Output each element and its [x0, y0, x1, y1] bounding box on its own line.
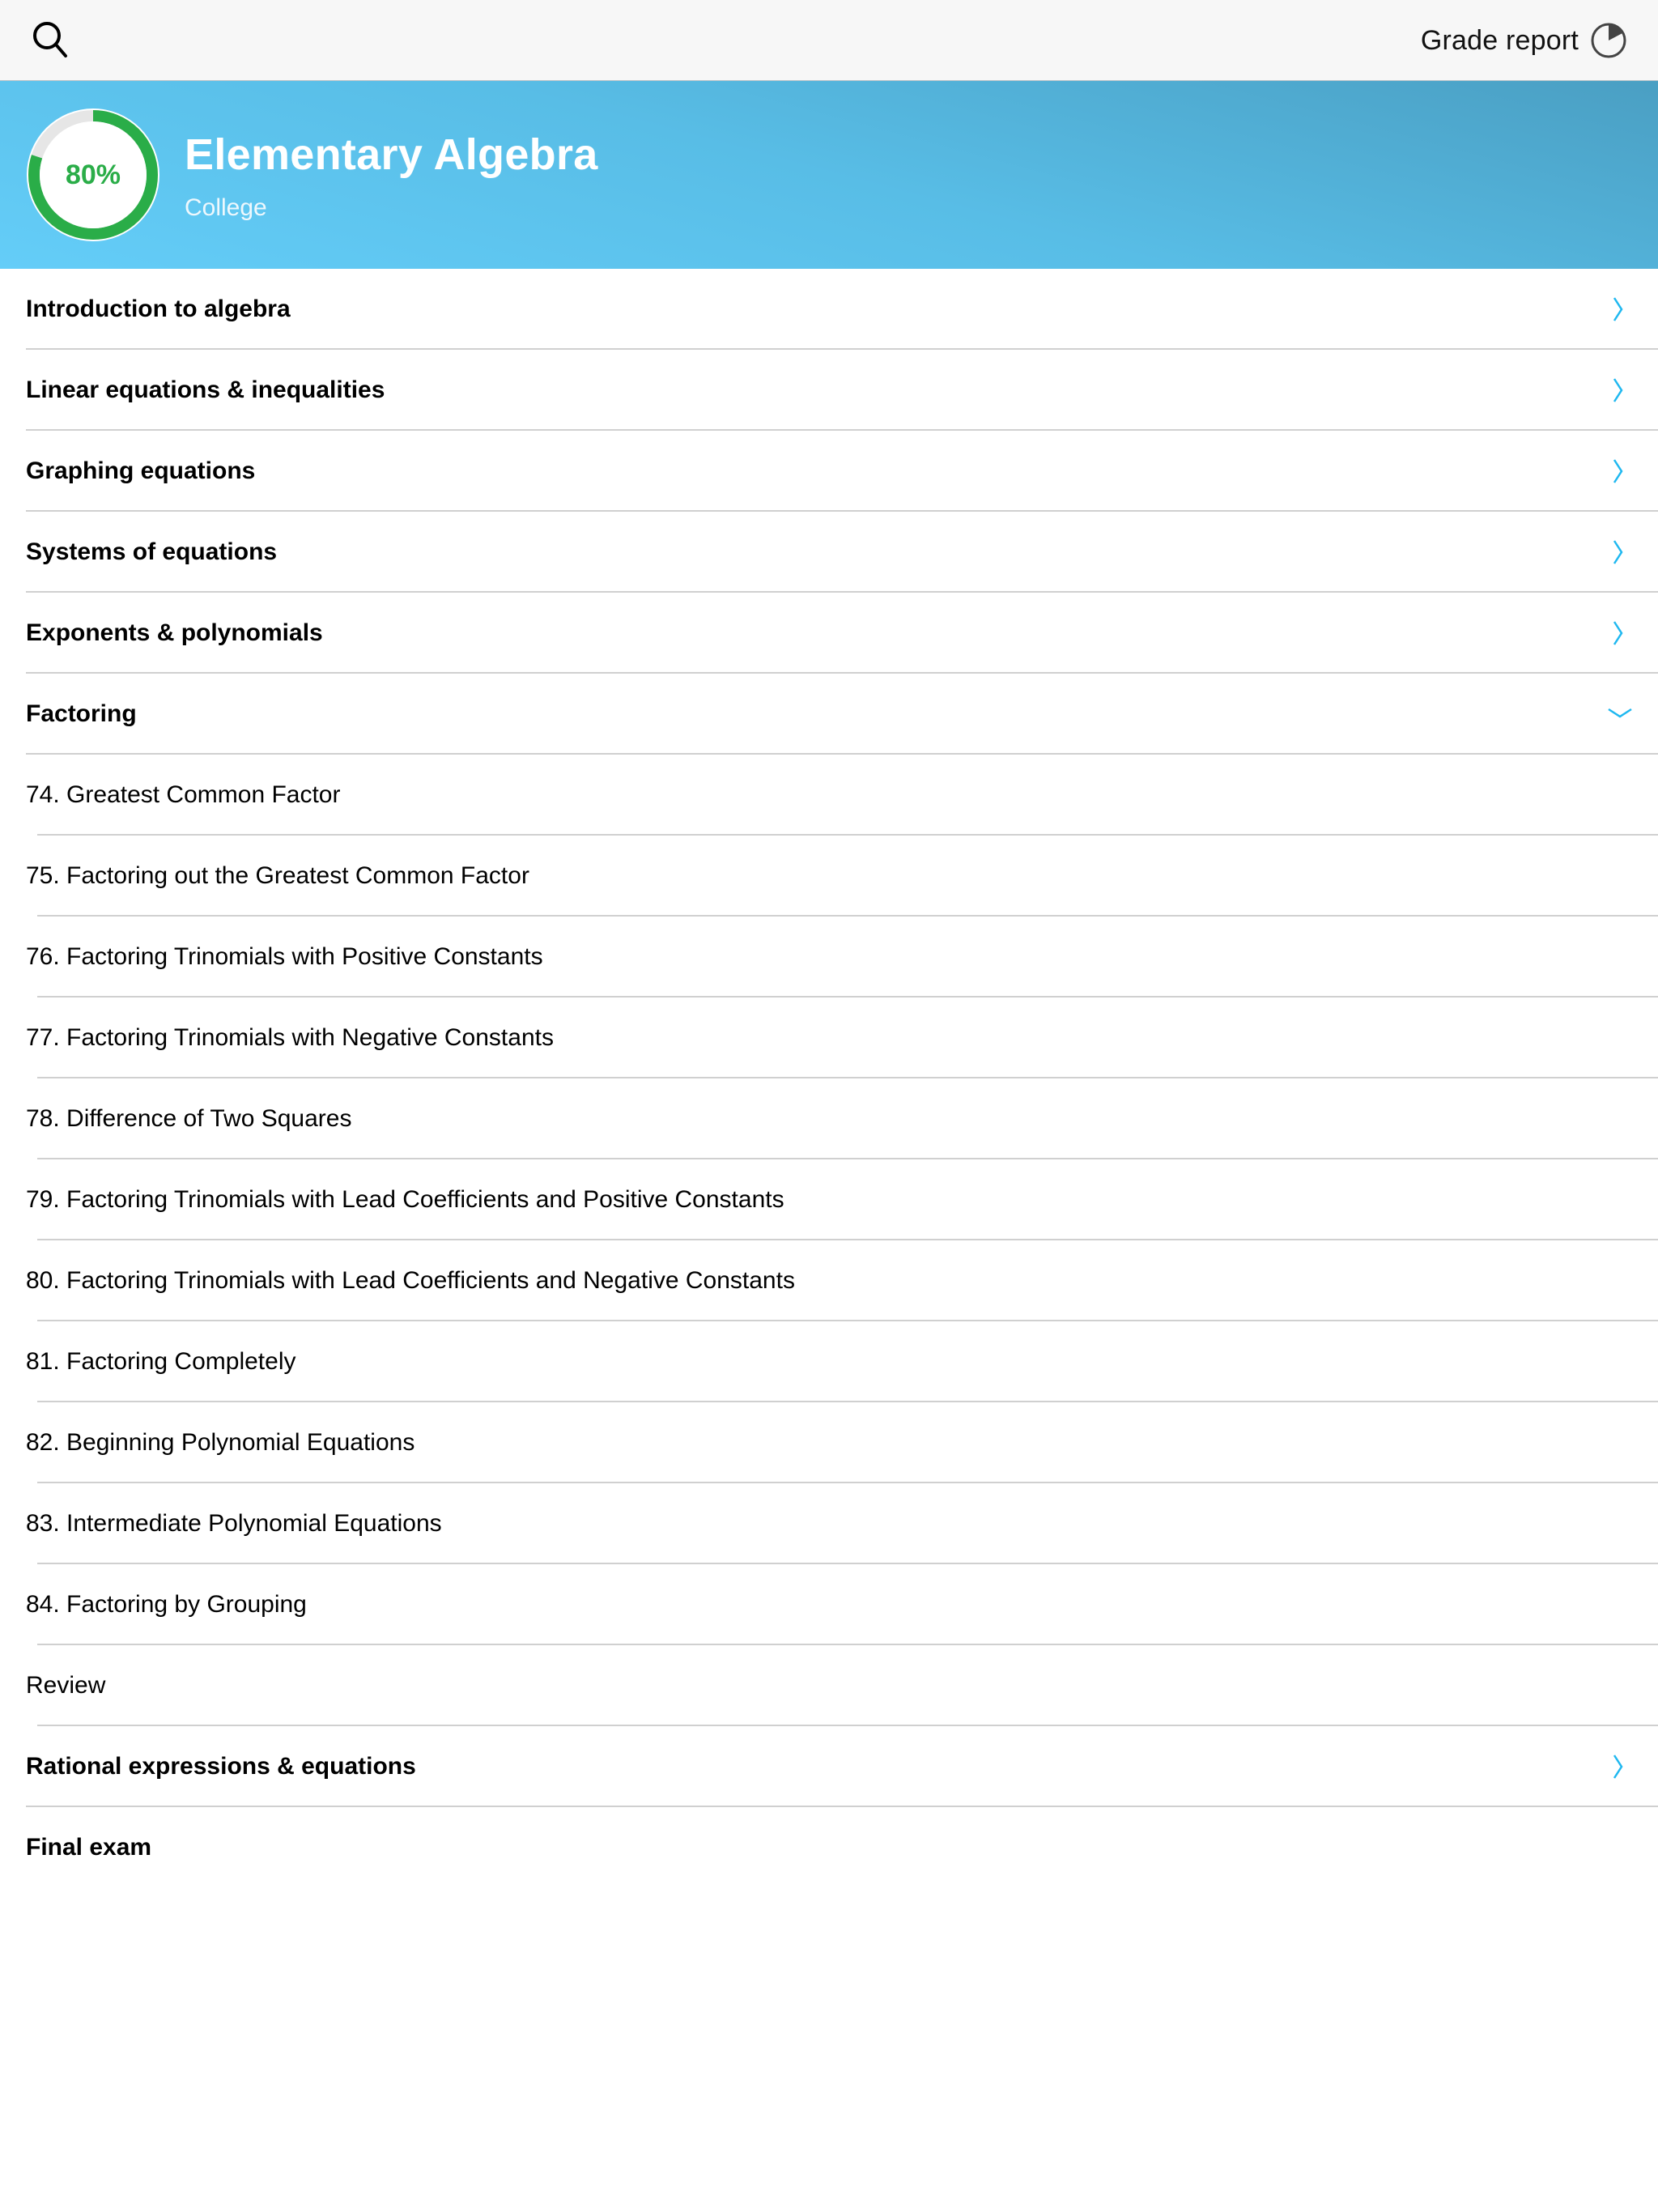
section-list — [0, 269, 1658, 1888]
lesson-label: 79. Factoring Trinomials with Lead Coefficients and Positive Constants — [26, 1186, 784, 1213]
section-label: Rational expressions & equations — [26, 1753, 416, 1780]
lesson-item[interactable] — [0, 1321, 1658, 1402]
chevron-right-icon — [1608, 538, 1629, 566]
lesson-item[interactable] — [0, 1240, 1658, 1321]
lesson-item[interactable] — [0, 1483, 1658, 1564]
chevron-down-icon — [1606, 704, 1634, 724]
lesson-label: 77. Factoring Trinomials with Negative Constants — [26, 1024, 554, 1051]
section-linear-equations[interactable] — [0, 350, 1658, 431]
lesson-item[interactable] — [0, 755, 1658, 836]
section-rational-expressions[interactable] — [0, 1726, 1658, 1807]
search-icon — [29, 18, 74, 63]
chevron-right-icon — [1608, 619, 1629, 647]
grade-report-button[interactable] — [1421, 19, 1627, 62]
section-label: Exponents & polynomials — [26, 619, 323, 646]
section-label: Graphing equations — [26, 457, 256, 484]
section-final-exam[interactable] — [0, 1807, 1658, 1888]
pie-chart-icon — [1590, 22, 1627, 59]
lesson-label: 84. Factoring by Grouping — [26, 1591, 307, 1618]
lesson-item[interactable] — [0, 917, 1658, 998]
section-label: Introduction to algebra — [26, 296, 291, 322]
course-level: College — [185, 194, 267, 221]
chevron-right-icon — [1608, 457, 1629, 485]
lesson-label: 78. Difference of Two Squares — [26, 1105, 352, 1132]
review-label: Review — [26, 1672, 106, 1699]
lesson-label: 74. Greatest Common Factor — [26, 781, 341, 808]
search-button[interactable] — [29, 18, 74, 63]
section-factoring[interactable] — [0, 674, 1658, 755]
section-label: Factoring — [26, 700, 137, 727]
lesson-item[interactable] — [0, 1402, 1658, 1483]
lesson-label: 83. Intermediate Polynomial Equations — [26, 1510, 442, 1537]
section-introduction-to-algebra[interactable] — [0, 269, 1658, 350]
section-systems-of-equations[interactable] — [0, 512, 1658, 593]
course-title: Elementary Algebra — [185, 130, 598, 179]
lesson-item[interactable] — [0, 1159, 1658, 1240]
section-label: Systems of equations — [26, 538, 278, 565]
section-label: Final exam — [26, 1834, 152, 1861]
chevron-right-icon — [1608, 376, 1629, 404]
lesson-item[interactable] — [0, 1564, 1658, 1645]
section-graphing-equations[interactable] — [0, 431, 1658, 512]
progress-percent: 80% — [65, 159, 121, 190]
section-exponents-polynomials[interactable] — [0, 593, 1658, 674]
lesson-item[interactable] — [0, 1078, 1658, 1159]
lesson-label: 76. Factoring Trinomials with Positive Constants — [26, 943, 543, 970]
chevron-right-icon — [1608, 1753, 1629, 1780]
review-item[interactable] — [0, 1645, 1658, 1726]
grade-report-label: Grade report — [1420, 24, 1579, 56]
lesson-label: 82. Beginning Polynomial Equations — [26, 1429, 415, 1456]
top-bar — [0, 0, 1658, 81]
section-label: Linear equations & inequalities — [26, 376, 385, 403]
lesson-label: 81. Factoring Completely — [26, 1348, 296, 1375]
lesson-item[interactable] — [0, 836, 1658, 917]
chevron-right-icon — [1608, 296, 1629, 323]
lesson-label: 75. Factoring out the Greatest Common Factor — [26, 862, 529, 889]
lesson-label: 80. Factoring Trinomials with Lead Coefficients and Negative Constants — [26, 1267, 795, 1294]
lesson-item[interactable] — [0, 998, 1658, 1078]
